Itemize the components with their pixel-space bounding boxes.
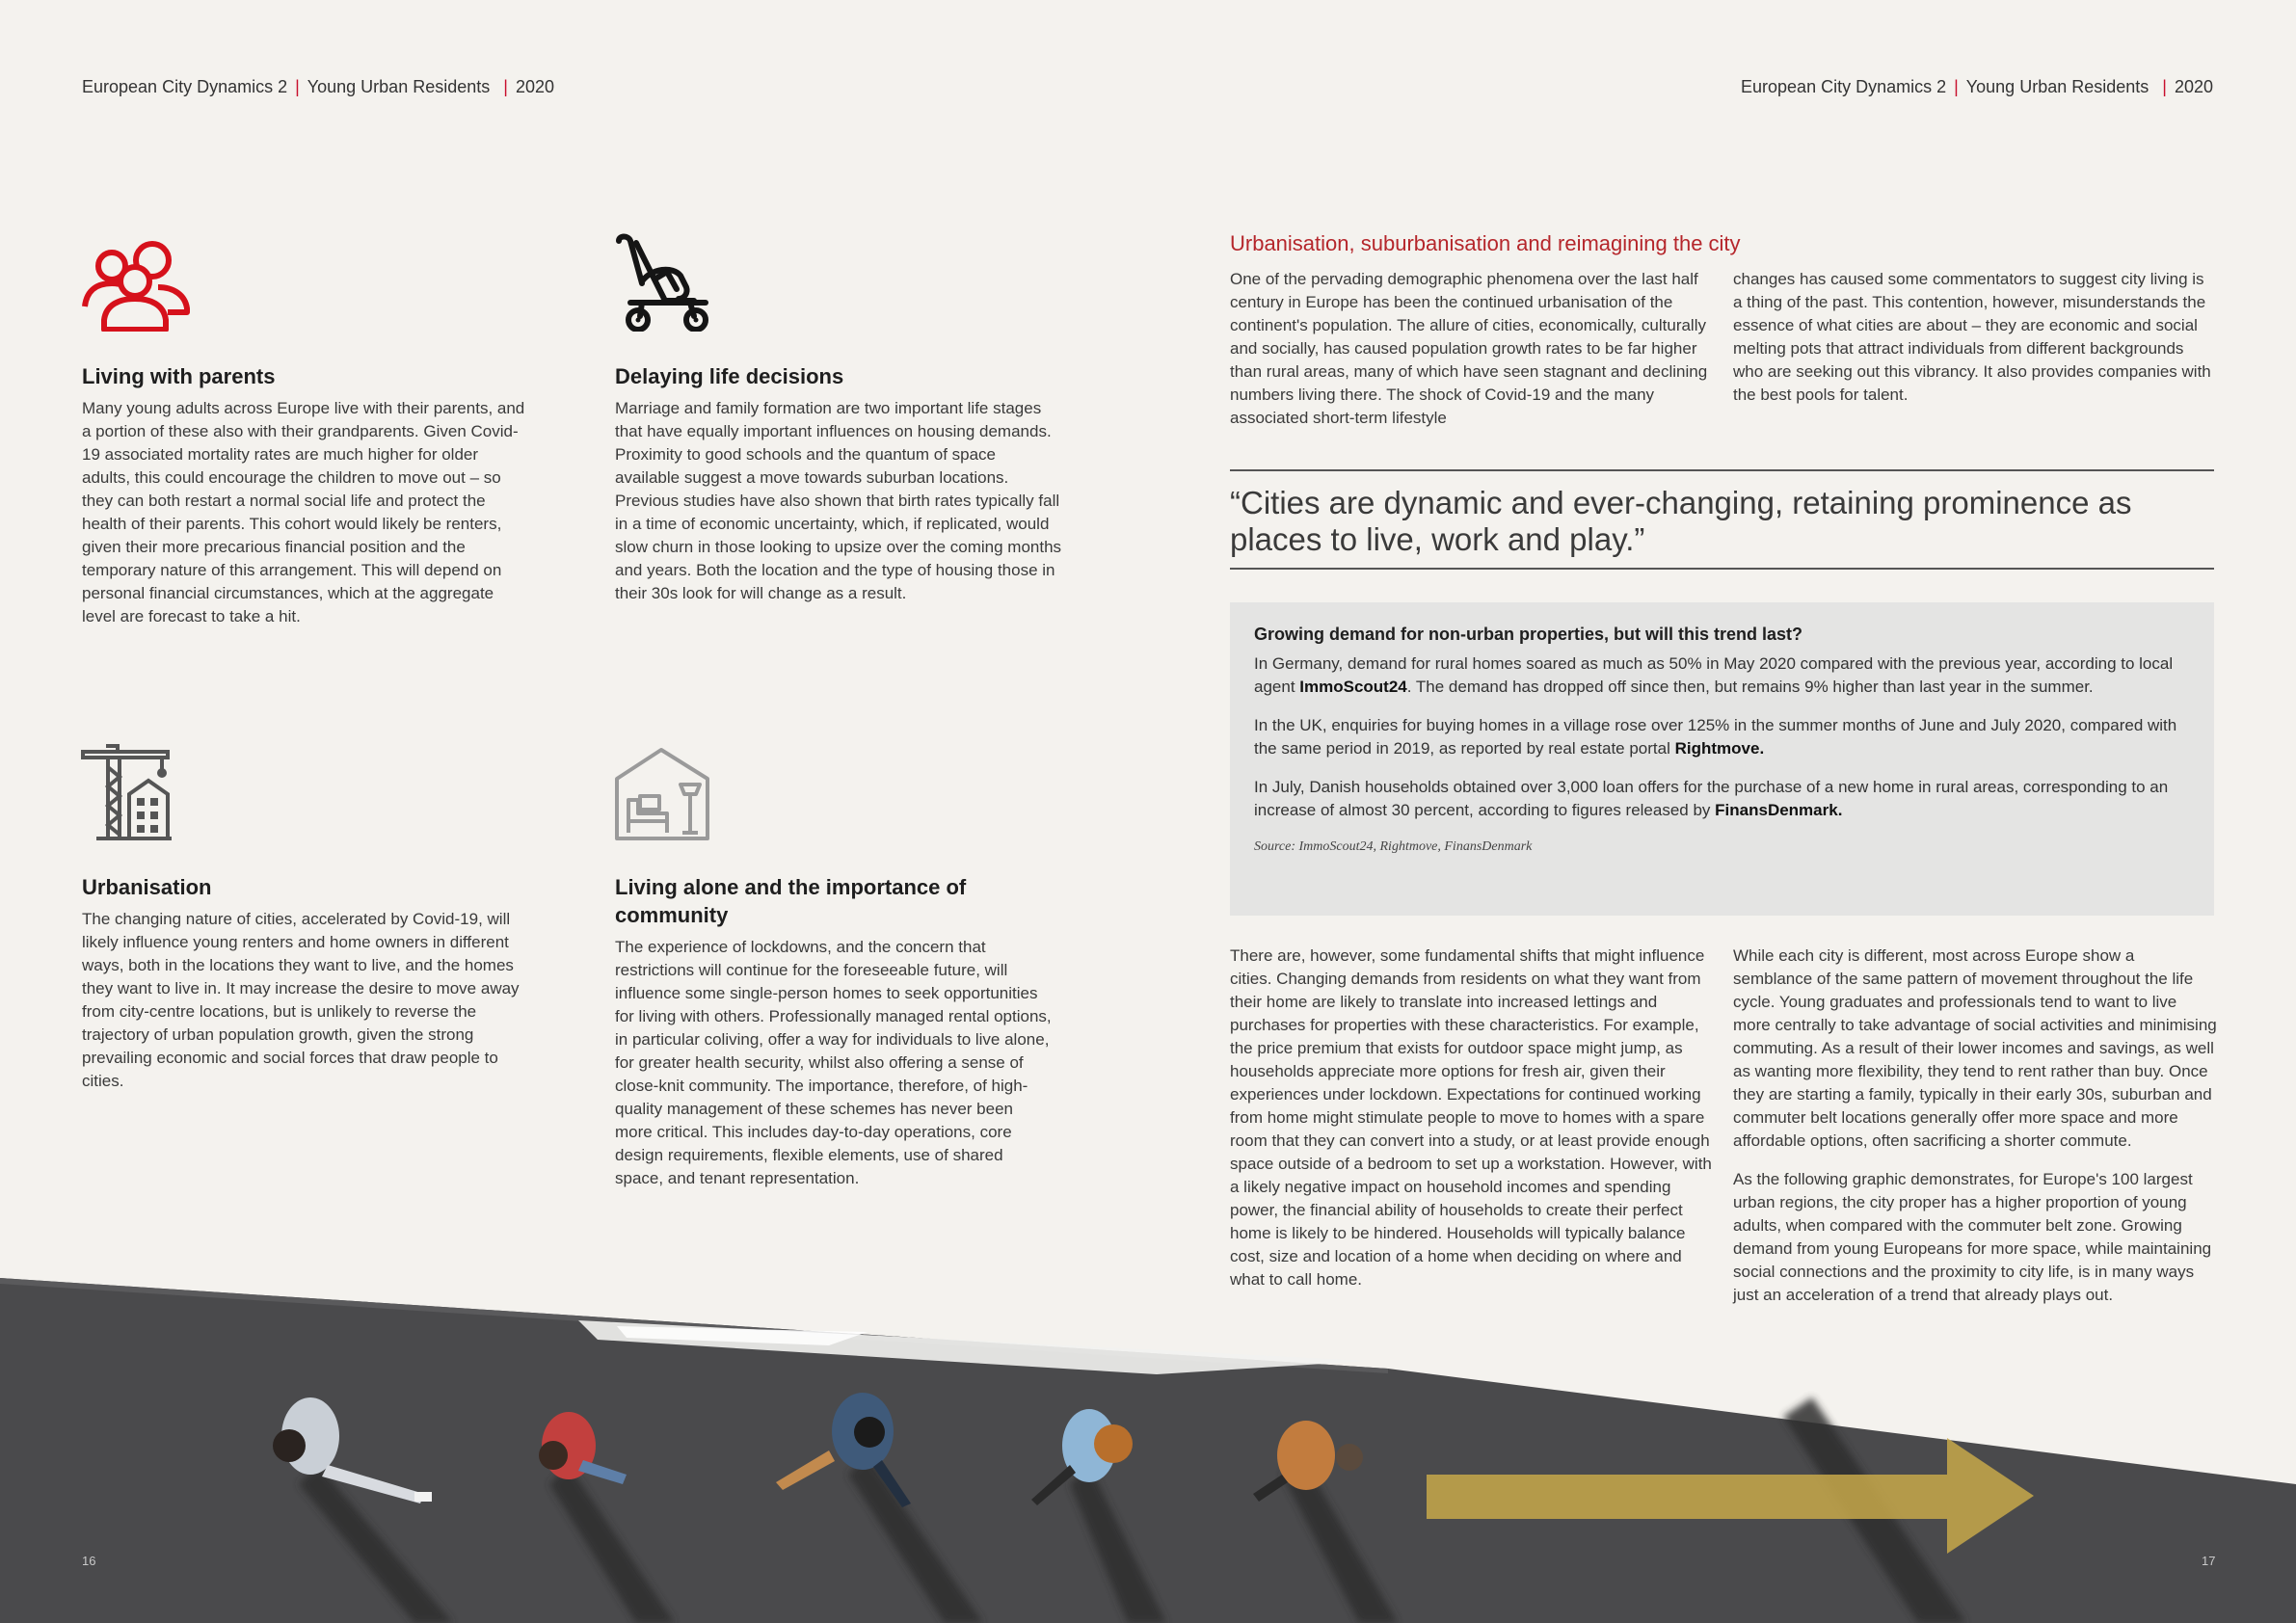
house-bed-icon	[613, 746, 711, 842]
info-box-paragraph-germany: In Germany, demand for rural homes soared as much as 50% in May 2020 compared with the previous year, according to local agent ImmoScout24. The demand has dropped off since then, but remains 9% higher than last year in the summer.	[1254, 654, 2174, 696]
lower-column-2-paragraph-2: As the following graphic demonstrates, for Europe's 100 largest urban regions, the city proper has a higher proportion of young adults, when compared with the commuter belt zone. Growing demand from young Europeans for more space, while maintaining social connections and the proximity to city life, is in many ways just an acceleration of a trend that already plays out.	[1733, 1170, 2212, 1304]
stroller-icon	[613, 233, 713, 332]
section-text: The changing nature of cities, accelerated by Covid-19, will likely influence young renters and home owners in different ways, both in the locations they want to live, and the homes they want to live in. It may increase the desire to move away from city-centre locations, but is unlikely to reverse the trajectory of urban population growth, given the strong prevailing economic and social forces that draw people to cities.	[82, 910, 520, 1090]
section-living-alone	[615, 873, 1054, 1190]
header-subtitle: Young Urban Residents	[1965, 77, 2149, 96]
section-title: Delaying life decisions	[615, 364, 844, 388]
page-number-right: 17	[2202, 1554, 2216, 1568]
lower-column-2-paragraph-1: While each city is different, most across Europe show a semblance of the same pattern of movement throughout the life cycle. Young graduates and professionals tend to want to live more centrally to take advantage of social activities and minimising commuting. As a result of their lower incomes and savings, as well as wanting more flexibility, they tend to rent rather than buy. Once they are starting a family, typically in their early 30s, suburban and commuter belt locations generally offer more space and more affordable options, often sacrificing a shorter commute.	[1733, 946, 2217, 1150]
pull-quote: “Cities are dynamic and ever-changing, retaining prominence as places to live, work and play.”	[1230, 485, 2132, 557]
finansdenmark-label: FinansDenmark.	[1715, 801, 1843, 819]
intro-column-2: changes has caused some commentators to suggest city living is a thing of the past. This contention, however, misunderstands the essence of what cities are about – they are economic and social melting pots that attract individuals from different backgrounds who are seeking out this vibrancy. It also provides companies with the best pools for talent.	[1733, 270, 2211, 404]
info-box-paragraph-uk: In the UK, enquiries for buying homes in a village rose over 125% in the summer months of June and July 2020, compared with the same period in 2019, as reported by real estate portal Rightmove.	[1254, 716, 2177, 758]
info-box-paragraph-denmark: In July, Danish households obtained over 3,000 loan offers for the purchase of a new home in rural areas, corresponding to an increase of almost 30 percent, according to figures released by FinansDenmark.	[1254, 778, 2169, 819]
crane-building-icon	[79, 742, 174, 842]
quote-rule-top	[1230, 469, 2214, 471]
section-urbanisation	[82, 873, 521, 1093]
section-text: Marriage and family formation are two important life stages that have equally important influences on housing demands. Proximity to good schools and the quantum of space available suggest a move towards suburban locations. Previous studies have also shown that birth rates typically fall in a time of economic uncertainty, which, if replicated, would slow churn in those looking to upsize over the coming months and years. Both the location and the type of housing those in their 30s look for will change as a result.	[615, 399, 1062, 602]
header-subtitle: Young Urban Residents	[307, 77, 491, 96]
section-heading: Urbanisation, suburbanisation and reimagining the city	[1230, 231, 1741, 255]
section-delaying-life-decisions	[615, 362, 1063, 605]
header-title: European City Dynamics 2	[1741, 77, 1947, 96]
section-text: The experience of lockdowns, and the concern that restrictions will continue for the foreseeable future, will influence some single-person homes to seek opportunities for living with others. Professionally managed rental options, in particular coliving, offer a way for individuals to live alone, for greater health security, whilst also offering a sense of close-knit community. The importance, therefore, of high-quality management of these schemes has never been more critical. This includes day-to-day operations, core design requirements, flexible elements, use of shared space, and tenant representation.	[615, 938, 1052, 1187]
section-text: Many young adults across Europe live with their parents, and a portion of these also with their grandparents. Given Covid-19 associated mortality rates are much higher for older adults, this could encourage the children to move out – so they can both restart a normal social life and protect the health of their parents. This cohort would likely be renters, given their more precarious financial position and the temporary nature of this arrangement. This will depend on personal financial circumstances, which at the aggregate level are forecast to take a hit.	[82, 399, 525, 625]
info-box	[1230, 602, 2214, 916]
header-title: European City Dynamics 2	[82, 77, 288, 96]
section-living-with-parents	[82, 362, 525, 628]
page-header-left: European City Dynamics 2 | Young Urban Residents | 2020	[82, 77, 554, 96]
section-title: Urbanisation	[82, 875, 212, 899]
section-title: Living with parents	[82, 364, 276, 388]
header-year: 2020	[515, 77, 554, 96]
info-box-source: Source: ImmoScout24, Rightmove, FinansDenmark	[1254, 839, 1533, 854]
immoscout24-label: ImmoScout24	[1299, 678, 1407, 696]
lower-column-1: There are, however, some fundamental shifts that might influence cities. Changing demands from residents on what they want from their home are likely to translate into increased lettings and purchases for properties with these characteristics. For example, the price premium that exists for outdoor space might jump, as households appreciate more options for fresh air, given their experiences under lockdown. Expectations for continued working from home might stimulate people to move to homes with a spare room that they can convert into a study, or at least provide enough space outside of a bedroom to set up a workstation. However, with a likely negative impact on household incomes and spending power, the financial ability of households to create their perfect home is likely to be hindered. Households will typically balance cost, size and location of a home when deciding on where and what to call home.	[1230, 946, 1712, 1289]
header-year: 2020	[2174, 77, 2213, 96]
section-title: Living alone and the importance of community	[615, 875, 967, 927]
people-group-icon	[79, 235, 193, 332]
intro-column-1: One of the pervading demographic phenomena over the last half century in Europe has been the continued urbanisation of the continent's population. The allure of cities, economically, culturally and socially, has caused population growth rates to be far higher than rural areas, many of which have seen stagnant and declining numbers living there. The shock of Covid-19 and the many associated short-term lifestyle	[1230, 270, 1708, 427]
page-number-left: 16	[82, 1554, 96, 1568]
road-photo	[0, 1253, 2296, 1623]
rightmove-label: Rightmove.	[1674, 739, 1765, 758]
page-header-right: European City Dynamics 2 | Young Urban Residents | 2020	[1741, 77, 2213, 96]
quote-rule-bottom	[1230, 568, 2214, 570]
info-box-title: Growing demand for non-urban properties, but will this trend last?	[1254, 625, 1803, 644]
